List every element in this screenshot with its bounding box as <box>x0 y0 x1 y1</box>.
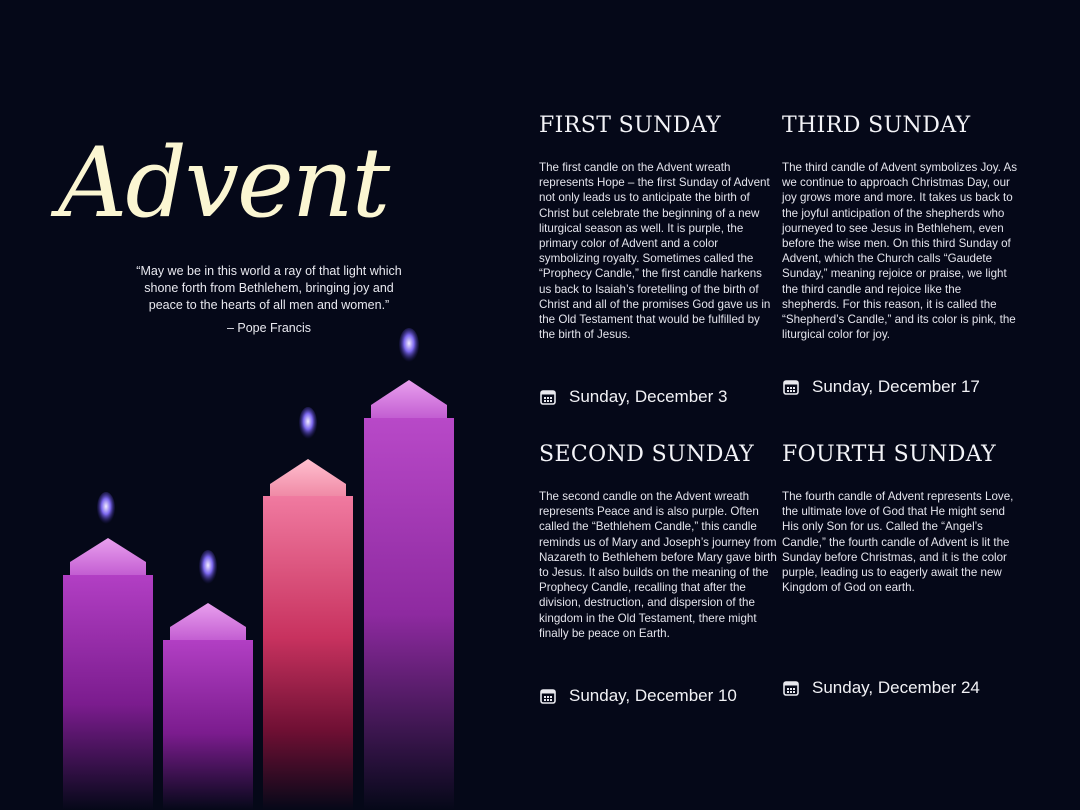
first-sunday-date <box>539 387 727 407</box>
second-sunday-date <box>539 686 737 706</box>
flame-1 <box>97 492 115 524</box>
fourth-sunday-heading: FOURTH SUNDAY <box>782 442 997 467</box>
page-title: Advent <box>58 127 389 239</box>
second-sunday-text: The second candle on the Advent wreath represents Peace and is also purple. Often called the “Bethlehem Candle,” this candle reminds us of Mary and Joseph’s journey from Nazareth to Bethlehem before Mary gave birth to Jesus. It also builds on the meaning of the Prophecy Candle, recalling that after the division, destruction, and dispersion of the kingdom in the Old Testament, there might finally be peace on Earth. <box>539 490 777 640</box>
fourth-sunday-text: The fourth candle of Advent represents Love, the ultimate love of God that He might send His only Son for us. Called the “Angel’s Candle,” the fourth candle of Advent is lit the Sunday before Christmas, and it is the color purple, leading us to eagerly await the new Kingdom of God on earth. <box>782 490 1014 595</box>
third-sunday-card <box>782 112 1020 342</box>
first-sunday-text: The first candle on the Advent wreath represents Hope – the first Sunday of Advent not only leads us to anticipate the birth of Christ but celebrate the beginning of a new liturgical season as well. It is purple, the primary color of Advent and a color symbolizing royalty. Sometimes called the “Prophecy Candle,” the first candle harkens us back to Isaiah’s foretelling of the birth of Christ and all of the promises God gave us in the Old Testament that would be fulfilled by the birth of Jesus. <box>539 161 771 342</box>
candles-illustration <box>0 300 500 810</box>
flame-4 <box>399 328 419 362</box>
first-sunday-date-label: Sunday, December 3 <box>569 387 728 406</box>
calendar-icon <box>782 378 800 396</box>
quote-attribution: – Pope Francis <box>226 321 312 335</box>
fourth-sunday-date-label: Sunday, December 24 <box>812 678 980 697</box>
flame-3 <box>299 407 317 439</box>
calendar-icon <box>539 388 557 406</box>
flame-2 <box>199 550 217 584</box>
fourth-sunday-card <box>782 441 1020 595</box>
candle-2 <box>163 550 253 810</box>
third-sunday-text: The third candle of Advent symbolizes Joy. As we continue to approach Christmas Day, our joy grows more and more. It takes us back to the joyful anticipation of the shepherds who journeyed to see Jesus in Bethlehem, even before the wise men. On this third Sunday of Advent, which the Church calls “Gaudete Sunday,” meaning rejoice or praise, we light the third candle and rejoice like the shepherds. For this reason, it is called the “Shepherd’s Candle,” and its color is pink, the liturgical color for joy. <box>782 161 1017 342</box>
third-sunday-heading: THIRD SUNDAY <box>782 113 971 138</box>
candle-4 <box>364 328 454 810</box>
fourth-sunday-date <box>782 678 980 698</box>
second-sunday-date-label: Sunday, December 10 <box>569 686 737 705</box>
third-sunday-date-label: Sunday, December 17 <box>812 377 980 396</box>
third-sunday-date <box>782 377 980 397</box>
calendar-icon <box>539 687 557 705</box>
calendar-icon <box>782 679 800 697</box>
second-sunday-card <box>539 441 777 641</box>
first-sunday-heading: FIRST SUNDAY <box>539 113 722 138</box>
candle-3 <box>263 407 353 810</box>
candle-1 <box>63 492 153 810</box>
quote-text: “May we be in this world a ray of that light which shone forth from Bethlehem, bringing joy and peace to the hearts of all men and women.” <box>136 264 402 312</box>
first-sunday-card <box>539 112 777 342</box>
second-sunday-heading: SECOND SUNDAY <box>539 442 755 467</box>
